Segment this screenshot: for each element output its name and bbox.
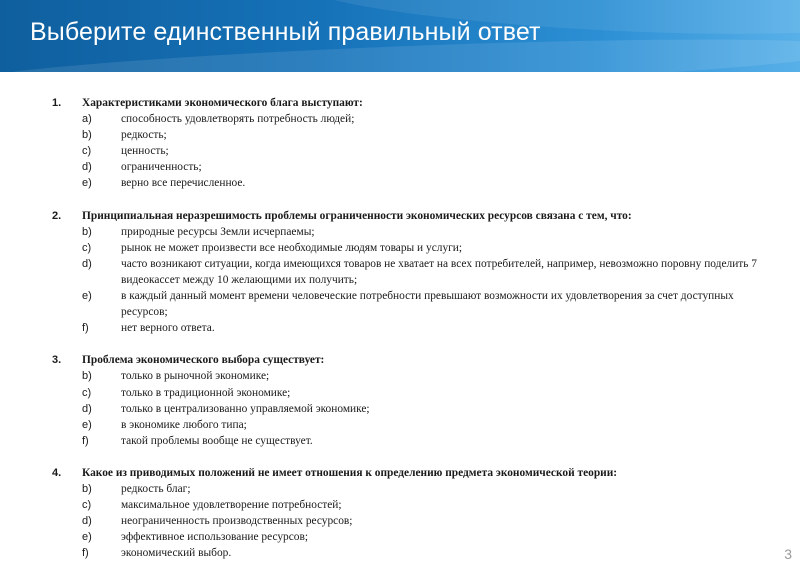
- option-letter: e): [82, 531, 92, 544]
- option-text: верно все перечисленное.: [121, 177, 246, 190]
- question-number: 1.: [52, 97, 62, 109]
- option-letter: c): [82, 386, 92, 399]
- option-letter: e): [82, 290, 92, 303]
- title-banner: [0, 0, 800, 72]
- option-text: редкость благ;: [121, 482, 191, 495]
- option-text: природные ресурсы Земли исчерпаемы;: [121, 225, 315, 238]
- question-block: [52, 95, 772, 192]
- answer-option: [52, 111, 772, 127]
- option-letter: c): [82, 145, 92, 158]
- slide-title: Выберите единственный правильный ответ: [30, 18, 541, 46]
- answer-option: [52, 417, 772, 433]
- question-text: Проблема экономического выбора существует:: [82, 354, 325, 367]
- option-letter: f): [82, 322, 89, 335]
- answer-option: [52, 288, 772, 320]
- answer-option: [52, 385, 772, 401]
- option-text: максимальное удовлетворение потребностей;: [121, 499, 342, 512]
- option-letter: b): [82, 482, 92, 495]
- option-text: нет верного ответа.: [121, 322, 215, 335]
- answer-option: [52, 320, 772, 336]
- option-letter: b): [82, 129, 92, 142]
- question-heading: [52, 95, 772, 111]
- answer-option: [52, 513, 772, 529]
- option-text: рынок не может произвести все необходимые людям товары и услуги;: [121, 241, 463, 254]
- question-heading: [52, 352, 772, 368]
- option-text: редкость;: [121, 129, 167, 142]
- option-text: эффективное использование ресурсов;: [121, 531, 309, 544]
- question-block: [52, 465, 772, 562]
- option-letter: e): [82, 177, 92, 190]
- question-block: [52, 352, 772, 449]
- option-letter: e): [82, 418, 92, 431]
- option-letter: f): [82, 434, 89, 447]
- option-text: часто возникают ситуации, когда имеющихся товаров не хватает на всех потребителей, например, невозможно поровну поделить 7 видеокассет между 10 желающими их получить;: [121, 257, 758, 286]
- option-letter: d): [82, 161, 92, 174]
- option-letter: a): [82, 113, 92, 126]
- answer-option: [52, 497, 772, 513]
- question-spacer: [52, 449, 772, 465]
- question-list: [52, 95, 772, 561]
- option-letter: d): [82, 257, 92, 270]
- question-spacer: [52, 336, 772, 352]
- answer-option: [52, 401, 772, 417]
- question-number: 3.: [52, 354, 62, 367]
- option-letter: d): [82, 515, 92, 528]
- question-heading: [52, 208, 772, 224]
- option-letter: c): [82, 241, 92, 254]
- option-letter: d): [82, 402, 92, 415]
- answer-option: [52, 143, 772, 159]
- question-text: Принципиальная неразрешимость проблемы ограниченности экономических ресурсов связана с тем, что:: [82, 209, 632, 222]
- answer-option: [52, 481, 772, 497]
- answer-option: [52, 545, 772, 561]
- question-number: 4.: [52, 466, 62, 479]
- answer-option: [52, 159, 772, 175]
- option-text: в экономике любого типа;: [121, 418, 247, 431]
- answer-option: [52, 256, 772, 288]
- option-text: ограниченность;: [121, 161, 202, 174]
- question-block: [52, 208, 772, 337]
- answer-option: [52, 224, 772, 240]
- option-letter: b): [82, 225, 92, 238]
- option-letter: c): [82, 499, 92, 512]
- option-text: неограниченность производственных ресурсов;: [121, 515, 353, 528]
- option-text: только в рыночной экономике;: [121, 370, 270, 383]
- option-text: экономический выбор.: [121, 547, 232, 560]
- option-text: ценность;: [121, 145, 169, 158]
- option-text: в каждый данный момент времени человеческие потребности превышают возможности их удовлетворения за счет доступных ресурсов;: [121, 290, 734, 319]
- option-text: такой проблемы вообще не существует.: [121, 434, 313, 447]
- answer-option: [52, 127, 772, 143]
- question-spacer: [52, 192, 772, 208]
- option-text: только в централизованно управляемой экономике;: [121, 402, 370, 415]
- question-text: Характеристиками экономического блага выступают:: [82, 97, 363, 109]
- question-text: Какое из приводимых положений не имеет отношения к определению предмета экономической теории:: [82, 466, 618, 479]
- answer-option: [52, 175, 772, 191]
- question-heading: [52, 465, 772, 481]
- answer-option: [52, 433, 772, 449]
- answer-option: [52, 240, 772, 256]
- option-letter: f): [82, 547, 89, 560]
- page-number: 3: [784, 546, 792, 562]
- option-text: способность удовлетворять потребность людей;: [121, 113, 355, 126]
- answer-option: [52, 529, 772, 545]
- option-letter: b): [82, 370, 92, 383]
- answer-option: [52, 368, 772, 384]
- option-text: только в традиционной экономике;: [121, 386, 291, 399]
- question-number: 2.: [52, 209, 62, 222]
